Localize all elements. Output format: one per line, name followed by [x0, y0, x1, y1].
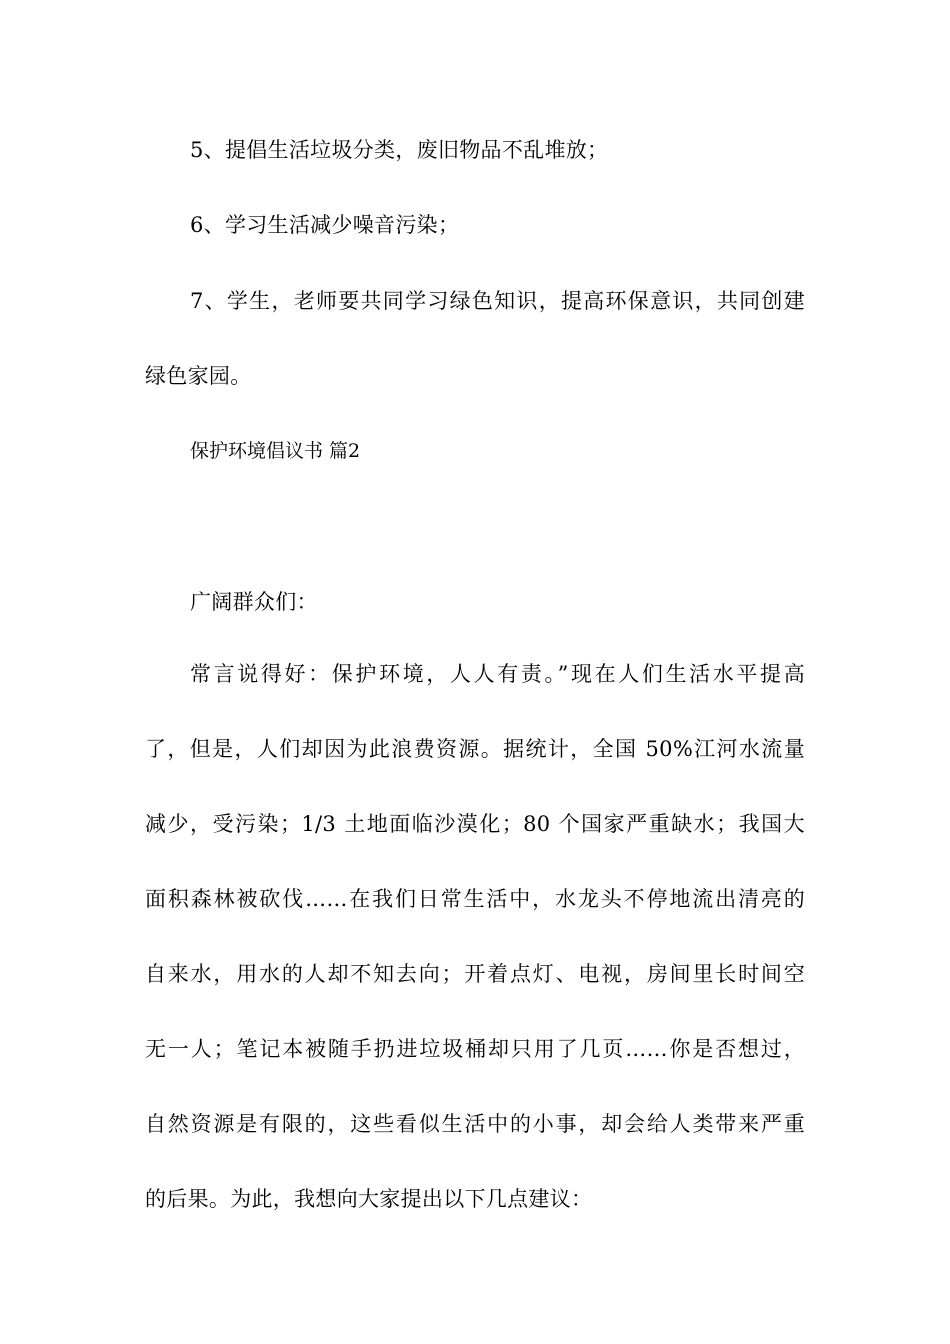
paragraph-line-1: 常言说得好：保护环境，人人有责。”现在人们生活水平提高	[190, 662, 805, 686]
paragraph-line-6: 无一人；笔记本被随手扔进垃圾桶却只用了几页……你是否想过，	[145, 1037, 805, 1061]
list-item-6: 6、学习生活减少噪音污染；	[190, 213, 460, 237]
list-item-7: 7、学生，老师要共同学习绿色知识，提高环保意识，共同创建	[190, 289, 805, 313]
paragraph-line-8: 的后果。为此，我想向大家提出以下几点建议：	[145, 1187, 593, 1211]
salutation: 广阔群众们：	[190, 590, 318, 614]
list-item-5: 5、提倡生活垃圾分类，废旧物品不乱堆放；	[190, 138, 609, 162]
paragraph-line-4: 面积森林被砍伐……在我们日常生活中，水龙头不停地流出清亮的	[145, 887, 805, 911]
paragraph-line-5: 自来水，用水的人却不知去向；开着点灯、电视，房间里长时间空	[145, 962, 805, 986]
paragraph-line-2: 了，但是，人们却因为此浪费资源。据统计，全国 50%江河水流量	[145, 737, 805, 761]
paragraph-line-7: 自然资源是有限的，这些看似生活中的小事，却会给人类带来严重	[145, 1112, 805, 1136]
list-item-7-continuation: 绿色家园。	[145, 364, 252, 388]
section-title: 保护环境倡议书 篇2	[190, 440, 361, 462]
paragraph-line-3: 减少，受污染；1/3 土地面临沙漠化；80 个国家严重缺水；我国大	[145, 812, 805, 836]
